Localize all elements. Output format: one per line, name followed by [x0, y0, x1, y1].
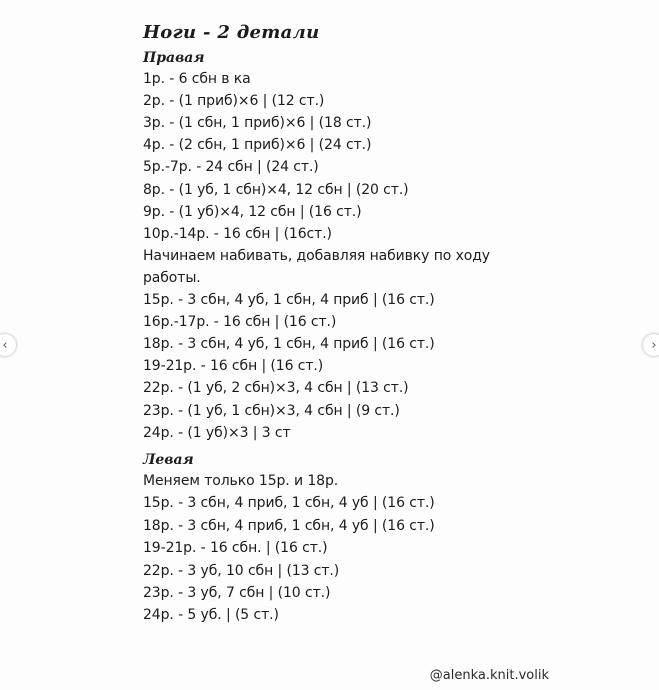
- pattern-row: 3р. - (1 сбн, 1 приб)×6 | (18 ст.): [143, 115, 372, 132]
- page-title: Ноги - 2 детали: [143, 22, 320, 43]
- pattern-row: 19-21р. - 16 сбн. | (16 ст.): [143, 540, 328, 557]
- chevron-right-icon: ›: [651, 337, 657, 353]
- pattern-row: 8р. - (1 уб, 1 сбн)×4, 12 сбн | (20 ст.): [143, 181, 409, 198]
- pattern-row: 1р. - 6 сбн в ка: [143, 71, 251, 87]
- pattern-row: 19-21р. - 16 сбн | (16 ст.): [143, 358, 324, 375]
- pattern-row: работы.: [143, 269, 201, 286]
- pattern-row: 18р. - 3 сбн, 4 приб, 1 сбн, 4 уб | (16 ст.): [143, 517, 435, 534]
- pattern-row: 2р. - (1 приб)×6 | (12 ст.): [143, 93, 325, 110]
- chevron-left-icon: ‹: [2, 337, 8, 353]
- pattern-row: 15р. - 3 сбн, 4 приб, 1 сбн, 4 уб | (16 ст.): [143, 495, 435, 512]
- pattern-row: 4р. - (2 сбн, 1 приб)×6 | (24 ст.): [143, 137, 372, 154]
- pattern-row: 22р. - (1 уб, 2 сбн)×3, 4 сбн | (13 ст.): [143, 380, 409, 397]
- pattern-row: 16р.-17р. - 16 сбн | (16 ст.): [143, 314, 337, 331]
- pattern-row: Начинаем набивать, добавляя набивку по ходу: [143, 247, 490, 264]
- pattern-row: 18р. - 3 сбн, 4 уб, 1 сбн, 4 приб | (16 ст.): [143, 336, 435, 353]
- pattern-row: 9р. - (1 уб)×4, 12 сбн | (16 ст.): [143, 203, 362, 220]
- pattern-row: 23р. - 3 уб, 7 сбн | (10 ст.): [143, 585, 331, 601]
- pattern-row: 10р.-14р. - 16 сбн | (16ст.): [143, 225, 332, 242]
- pattern-row: 15р. - 3 сбн, 4 уб, 1 сбн, 4 приб | (16 ст.): [143, 292, 435, 308]
- pattern-row: 23р. - (1 уб, 1 сбн)×3, 4 сбн | (9 ст.): [143, 402, 400, 419]
- pattern-row: 24р. - 5 уб. | (5 ст.): [143, 607, 279, 624]
- pattern-row: 5р.-7р. - 24 сбн | (24 ст.): [143, 159, 319, 176]
- section-heading-right: Правая: [143, 50, 205, 66]
- pattern-row: Меняем только 15р. и 18р.: [143, 473, 339, 489]
- pattern-row: 22р. - 3 уб, 10 сбн | (13 ст.): [143, 562, 340, 579]
- author-handle: @alenka.knit.volik: [429, 668, 549, 683]
- next-slide-button[interactable]: [643, 334, 659, 356]
- section-heading-left: Левая: [143, 452, 194, 468]
- pattern-row: 24р. - (1 уб)×3 | 3 ст: [143, 424, 291, 441]
